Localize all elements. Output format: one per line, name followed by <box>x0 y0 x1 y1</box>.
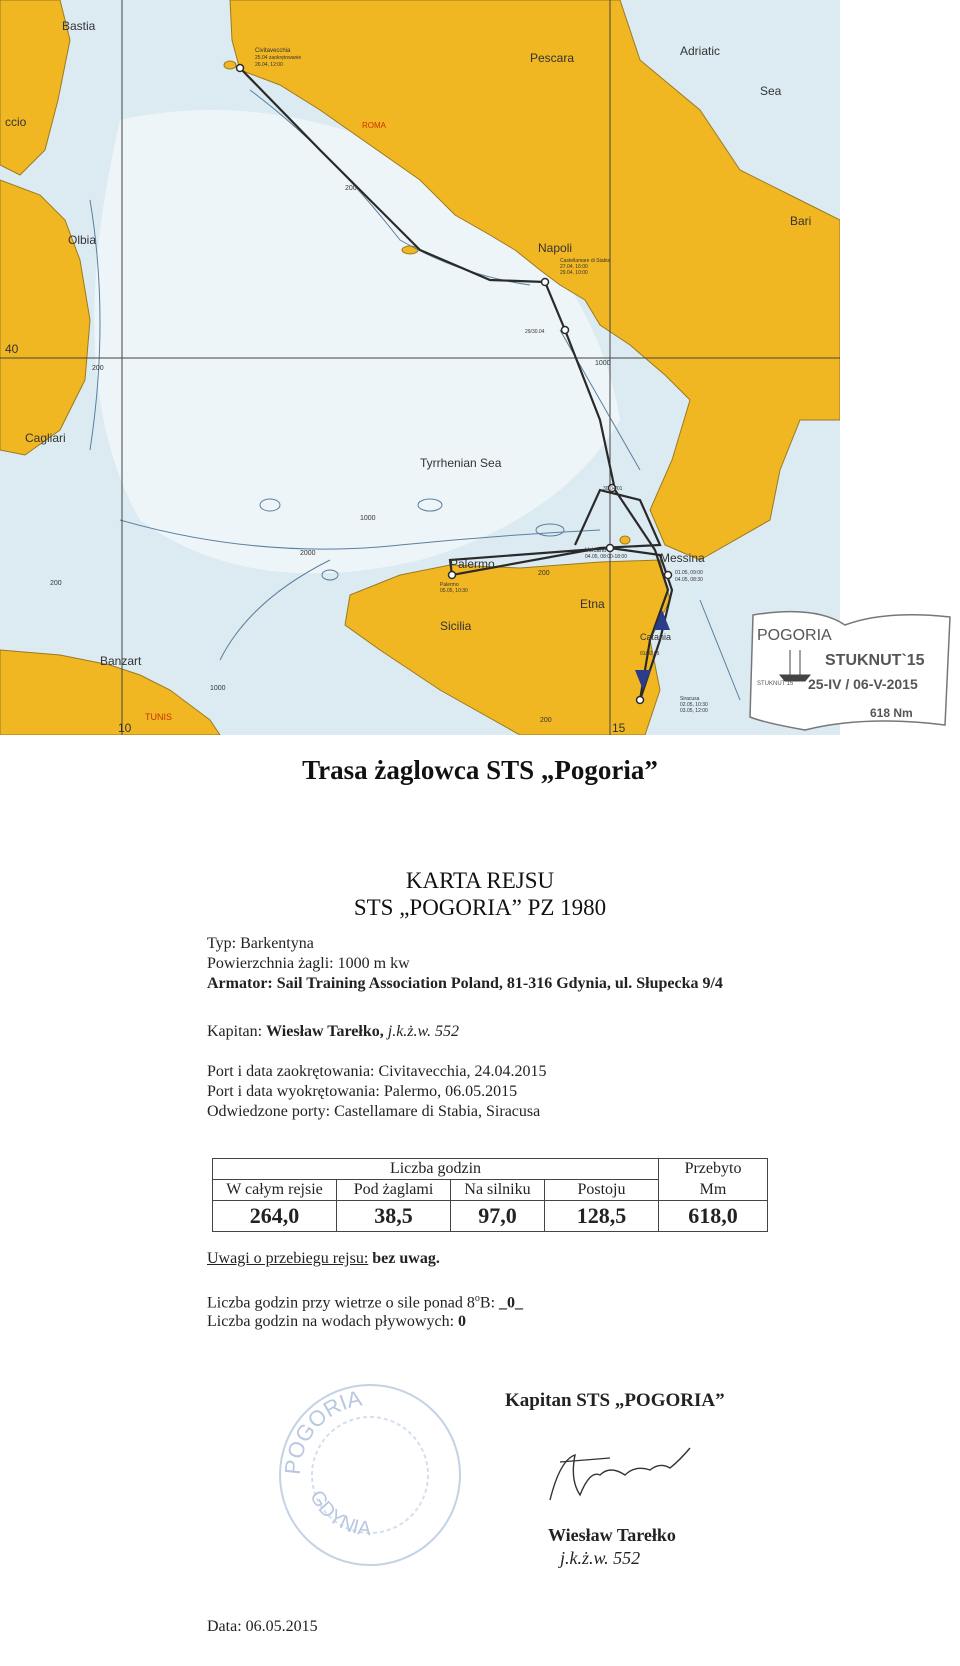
captain-line <box>207 1023 459 1041</box>
cruise-badge <box>745 605 955 735</box>
column-header: Na silniku <box>451 1180 545 1201</box>
depth-label: 1000 <box>360 515 376 522</box>
label-napoli: Napoli <box>538 241 573 255</box>
column-header: Pod żaglami <box>337 1180 451 1201</box>
column-header: W całym rejsie <box>213 1180 337 1201</box>
distance-header: Przebyto <box>659 1159 768 1180</box>
label-waypoint-2930: 29/30.04 <box>525 329 545 335</box>
label-siracusa: Siracusa <box>680 696 700 702</box>
label-siracusa-note2: 03.05, 12:00 <box>680 708 708 714</box>
depth-label: 2000 <box>300 550 316 557</box>
depth-label: 1000 <box>210 685 226 692</box>
captain-signature <box>540 1440 700 1510</box>
captain-label: Kapitan: <box>207 1023 267 1040</box>
captain-signature-license: j.k.ż.w. 552 <box>560 1548 641 1568</box>
wind-value: _0_ <box>499 1294 524 1312</box>
label-civitavecchia: Civitavecchia <box>255 48 291 54</box>
captain-name: Wiesław Tarełko, <box>266 1023 388 1040</box>
badge-distance: 618 Nm <box>870 706 913 720</box>
table-row <box>213 1180 768 1201</box>
tidal-value: 0 <box>458 1313 467 1330</box>
table-row <box>213 1201 768 1232</box>
card-title: KARTA REJSU <box>405 868 555 893</box>
depth-label: 200 <box>50 580 62 587</box>
label-volcano: Volcano <box>585 548 607 554</box>
label-roma: ROMA <box>362 121 386 130</box>
depth-label: 200 <box>345 185 357 192</box>
depth-label: 200 <box>540 717 552 724</box>
captain-license: j.k.ż.w. 552 <box>387 1023 460 1040</box>
remarks-value: bez uwag. <box>368 1250 440 1267</box>
label-bastia: Bastia <box>62 19 96 33</box>
depth-label: 1000 <box>595 360 611 367</box>
wind-text: Liczba godzin przy wietrze o sile ponad 8 <box>207 1294 475 1312</box>
label-cagliari: Cagliari <box>25 431 66 445</box>
label-volcano-note: 04.05, 08:00-18:00 <box>585 554 627 560</box>
label-civitavecchia-note2: 26.04, 12:00 <box>255 62 283 68</box>
hours-table <box>212 1158 768 1232</box>
badge-dates: 25-IV / 06-V-2015 <box>808 676 918 692</box>
label-sicilia: Sicilia <box>440 619 472 633</box>
table-row <box>213 1159 768 1180</box>
label-tyrrhenian: Tyrrhenian Sea <box>420 456 502 470</box>
label-siracusa-note1: 02.05, 10:30 <box>680 702 708 708</box>
label-tunis: TUNIS <box>145 712 172 722</box>
label-ajaccio: ccio <box>5 115 27 129</box>
label-banzart: Banzart <box>100 654 142 668</box>
embark-line: Port i data zaokrętowania: Civitavecchia, 24.04.2015 <box>207 1063 547 1080</box>
label-waypoint-0102: 01/02.05 <box>640 651 660 657</box>
label-waypoint-3004: 30.04/01 <box>603 486 623 492</box>
distance-unit: Mm <box>659 1180 768 1201</box>
table-cell: 38,5 <box>337 1201 451 1232</box>
signature-stroke <box>550 1448 690 1500</box>
captain-signature-name: Wiesław Tarełko <box>548 1525 676 1545</box>
label-messina-note2: 04.05, 08:30 <box>675 577 703 583</box>
label-messina: Messina <box>660 551 705 565</box>
visited-ports: Odwiedzone porty: Castellamare di Stabia, Siracusa <box>207 1103 541 1120</box>
label-castellamare-note2: 29.04, 10:00 <box>560 270 588 276</box>
label-pescara: Pescara <box>530 51 575 65</box>
label-sea: Sea <box>760 84 782 98</box>
owner-line: Armator: Sail Training Association Poland, 81-316 Gdynia, ul. Słupecka 9/4 <box>207 975 723 992</box>
degree-icon: o <box>474 1293 480 1304</box>
depth-label: 200 <box>538 570 550 577</box>
wind-unit: B: <box>479 1294 500 1312</box>
label-adriatic: Adriatic <box>680 44 721 58</box>
island <box>402 246 418 254</box>
label-messina-note1: 01.05, 09:00 <box>675 570 703 576</box>
column-header: Postoju <box>545 1180 659 1201</box>
badge-small: STUKNUT'15 <box>757 681 794 687</box>
signature-title: Kapitan STS „POGORIA” <box>505 1390 725 1411</box>
label-lon10: 10 <box>118 721 132 735</box>
wind-line <box>207 1293 523 1312</box>
badge-subtitle: STUKNUT`15 <box>825 652 925 669</box>
tidal-line <box>207 1313 466 1331</box>
label-civitavecchia-note1: 25.04 zaokrętowanie <box>255 55 302 61</box>
table-cell: 97,0 <box>451 1201 545 1232</box>
route-map <box>0 0 840 735</box>
remarks-line <box>207 1250 440 1268</box>
depth-label: 200 <box>92 365 104 372</box>
remarks-label: Uwagi o przebiegu rejsu: <box>207 1250 369 1267</box>
distance-value: 618,0 <box>659 1201 768 1232</box>
island <box>620 536 630 544</box>
label-palermo-small: Palermo <box>440 582 459 588</box>
map-caption: Trasa żaglowca STS „Pogoria” <box>302 755 658 785</box>
island <box>224 61 236 69</box>
table-cell: 264,0 <box>213 1201 337 1232</box>
disembark-line: Port i data wyokrętowania: Palermo, 06.05.2015 <box>207 1083 518 1100</box>
label-lat40: 40 <box>5 342 19 356</box>
label-bari: Bari <box>790 214 812 228</box>
label-castellamare-note1: 27.04, 16:00 <box>560 264 588 270</box>
card-ship-title: STS „POGORIA” PZ 1980 <box>353 895 607 920</box>
label-palermo-note: 05.05, 10:30 <box>440 588 468 594</box>
label-olbia: Olbia <box>68 233 97 247</box>
sail-area: Powierzchnia żagli: 1000 m kw <box>207 955 410 972</box>
tidal-text: Liczba godzin na wodach pływowych: <box>207 1313 459 1330</box>
badge-title: POGORIA <box>757 627 832 644</box>
table-cell: 128,5 <box>545 1201 659 1232</box>
official-stamp <box>270 1375 470 1575</box>
label-etna: Etna <box>580 597 605 611</box>
stamp-text-bottom: GDYNIA <box>305 1486 373 1541</box>
ship-type: Typ: Barkentyna <box>207 935 314 952</box>
hours-group-header: Liczba godzin <box>213 1159 659 1180</box>
label-lon15: 15 <box>612 721 626 735</box>
label-castellamare: Castellamare di Stabia <box>560 258 611 264</box>
label-catania: Catania <box>640 632 672 642</box>
label-palermo-map: Palermo <box>450 557 495 571</box>
stamp-text-top: POGORIA <box>279 1385 364 1476</box>
document-date: Data: 06.05.2015 <box>207 1618 318 1635</box>
